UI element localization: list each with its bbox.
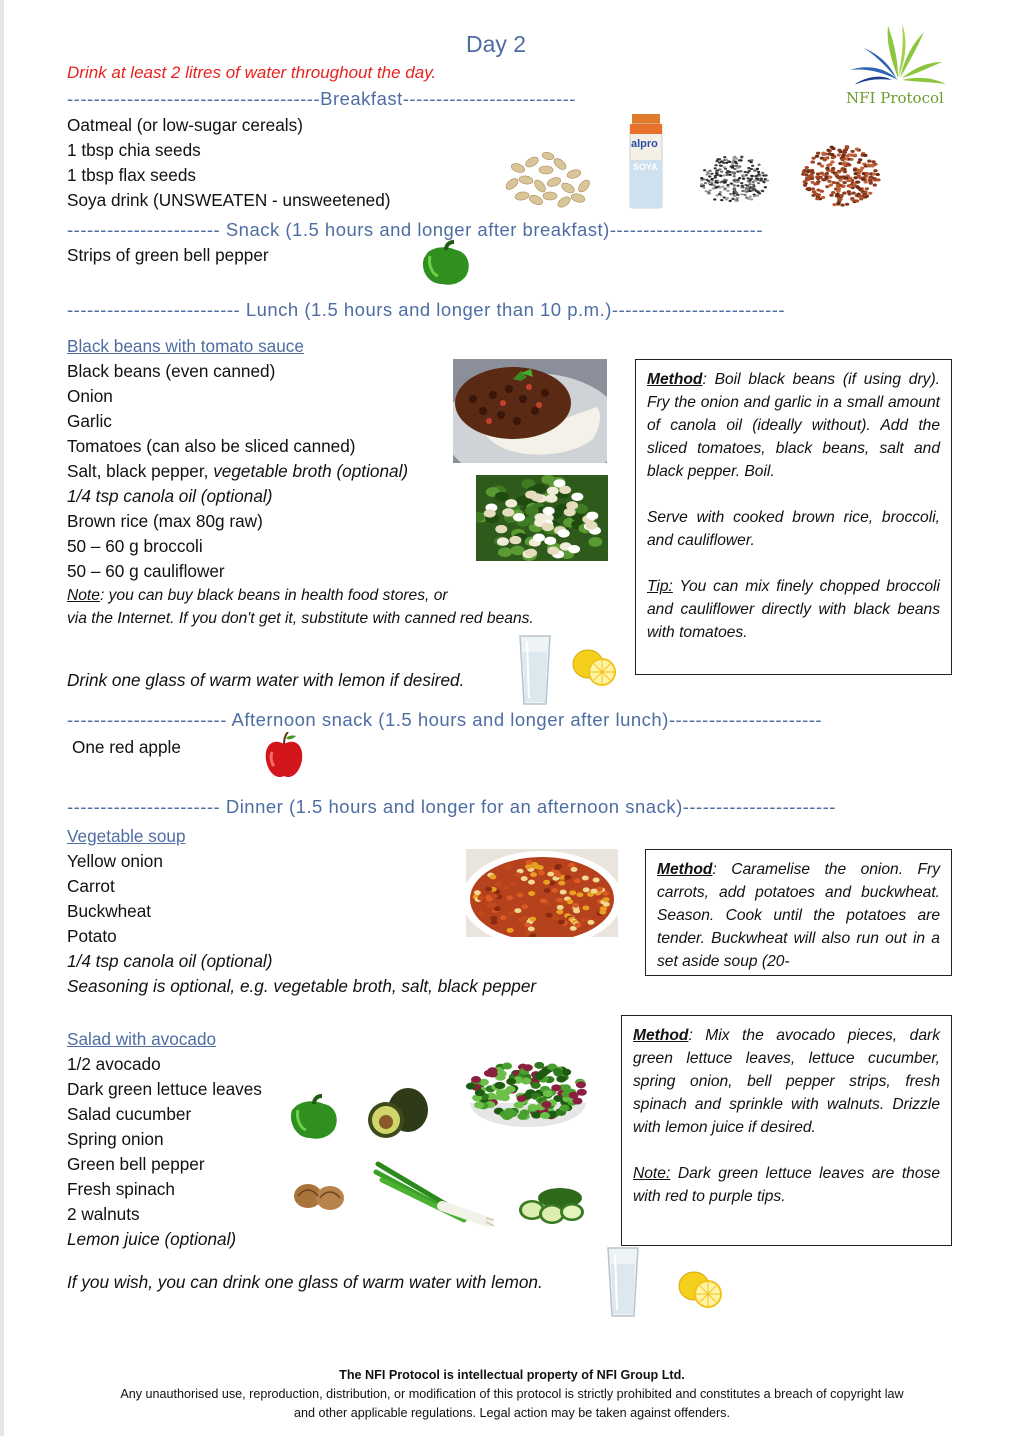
list-item: 1 tbsp chia seeds (67, 140, 201, 160)
list-item: 1 tbsp flax seeds (67, 165, 196, 185)
list-item: 1/4 tsp canola oil (optional) (67, 951, 273, 971)
avocado-icon (364, 1086, 432, 1140)
list-item: Buckwheat (67, 901, 152, 921)
list-item: 2 walnuts (67, 1204, 140, 1224)
water-glass-icon (604, 1246, 642, 1318)
breakfast-heading: --------------------------------------Breakfast-------------------------- (67, 88, 576, 109)
beans-rice-photo (453, 359, 607, 463)
list-item: 50 – 60 g broccoli (67, 536, 203, 556)
list-item: Onion (67, 386, 113, 406)
snack-item: Strips of green bell pepper (67, 245, 269, 265)
nfi-logo (842, 22, 952, 114)
footer-line: and other applicable regulations. Legal action may be taken against offenders. (294, 1406, 730, 1420)
cucumber-icon (516, 1182, 586, 1226)
vegetable-soup-title: Vegetable soup (67, 826, 186, 846)
lunch-note: Note: you can buy black beans in health food stores, or via the Internet. If you don't get it, substitute with canned red beans. (67, 587, 534, 627)
green-pepper-icon (286, 1092, 342, 1142)
list-item: 1/2 avocado (67, 1054, 161, 1074)
snack-heading: ----------------------- Snack (1.5 hours and longer after breakfast)----------------------- (67, 219, 764, 240)
salad-bowl-photo (464, 1053, 592, 1145)
walnut-icon (290, 1178, 348, 1214)
list-item: Green bell pepper (67, 1154, 205, 1174)
salad-ingredients (67, 1052, 262, 1252)
lunch-heading: -------------------------- Lunch (1.5 hours and longer than 10 p.m.)-------------------------- (67, 299, 786, 320)
list-item: Carrot (67, 876, 115, 896)
spring-onion-icon (372, 1158, 496, 1228)
footer (0, 1366, 1024, 1423)
list-item: Seasoning is optional, e.g. vegetable broth, salt, black pepper (67, 976, 537, 996)
water-glass-icon (516, 634, 554, 706)
salad-method-box: Method: Mix the avocado pieces, dark green lettuce leaves, lettuce cucumber, spring onion, bell pepper strips, fresh spinach and sprinkle with walnuts. Drizzle with lemon juice if desired. Note: Dark green lettuce leaves are those with red to purple tips. (621, 1015, 952, 1246)
list-item: Salt, black pepper, vegetable broth (optional) (67, 461, 409, 481)
footer-line: Any unauthorised use, reproduction, distribution, or modification of this protocol is strictly prohibited and constitutes a breach of copyright law (120, 1387, 904, 1401)
red-apple-icon (262, 732, 306, 780)
green-pepper-icon (416, 240, 474, 288)
page-edge (0, 0, 4, 1436)
list-item: Black beans (even canned) (67, 361, 276, 381)
lemon-icon (676, 1268, 726, 1310)
lunch-ingredients (67, 359, 408, 584)
lunch-method-box: Method: Boil black beans (if using dry). Fry the onion and garlic in a small amount of canola oil (ideally without). Add the sliced tomatoes, black beans, salt and black pepper. Boil. Serve with cooked brown rice, broccoli, and cauliflower. Tip: You can mix finely chopped broccoli and cauliflower directly with black beans with tomatoes. (635, 359, 952, 675)
chia-seeds-image (696, 150, 772, 208)
list-item: Salad cucumber (67, 1104, 192, 1124)
afternoon-heading: ------------------------ Afternoon snack (1.5 hours and longer after lunch)----------------------- (67, 709, 823, 730)
salad-title: Salad with avocado (67, 1029, 217, 1049)
black-beans-title: Black beans with tomato sauce (67, 336, 304, 356)
broccoli-cauliflower-photo (476, 475, 608, 561)
list-item: Lemon juice (optional) (67, 1229, 237, 1249)
page-title: Day 2 (466, 31, 527, 57)
logo-text: NFI Protocol (846, 89, 944, 107)
flax-seeds-image (796, 140, 886, 210)
vegetable-soup-photo (466, 849, 618, 937)
list-item: Oatmeal (or low-sugar cereals) (67, 115, 303, 135)
carton-label: SOYA (633, 162, 658, 172)
lemon-icon (570, 646, 618, 688)
afternoon-item: One red apple (72, 737, 181, 757)
list-item: Yellow onion (67, 851, 163, 871)
soya-carton-image (628, 110, 664, 210)
oats-image (498, 148, 600, 212)
leaf-icon (842, 22, 952, 84)
list-item: 1/4 tsp canola oil (optional) (67, 486, 273, 506)
list-item: Fresh spinach (67, 1179, 175, 1199)
list-item: Spring onion (67, 1129, 164, 1149)
dinner-heading: ----------------------- Dinner (1.5 hours and longer for an afternoon snack)----------------------- (67, 796, 836, 817)
list-item: Tomatoes (can also be sliced canned) (67, 436, 356, 456)
list-item: Dark green lettuce leaves (67, 1079, 262, 1099)
soup-method-box: Method: Caramelise the onion. Fry carrots, add potatoes and buckwheat. Season. Cook until the potatoes are tender. Buckwheat will also run out in a set aside soup (20- (645, 849, 952, 976)
list-item: Brown rice (max 80g raw) (67, 511, 263, 531)
lunch-drink: Drink one glass of warm water with lemon if desired. (67, 670, 465, 690)
water-note: Drink at least 2 litres of water throughout the day. (67, 63, 437, 82)
dinner-drink: If you wish, you can drink one glass of warm water with lemon. (67, 1272, 543, 1292)
list-item: 50 – 60 g cauliflower (67, 561, 225, 581)
list-item: Soya drink (UNSWEATEN - unsweetened) (67, 190, 391, 210)
footer-line: The NFI Protocol is intellectual property of NFI Group Ltd. (339, 1368, 685, 1382)
breakfast-list (67, 113, 391, 213)
list-item: Garlic (67, 411, 112, 431)
carton-brand: alpro (631, 138, 658, 150)
list-item: Potato (67, 926, 117, 946)
